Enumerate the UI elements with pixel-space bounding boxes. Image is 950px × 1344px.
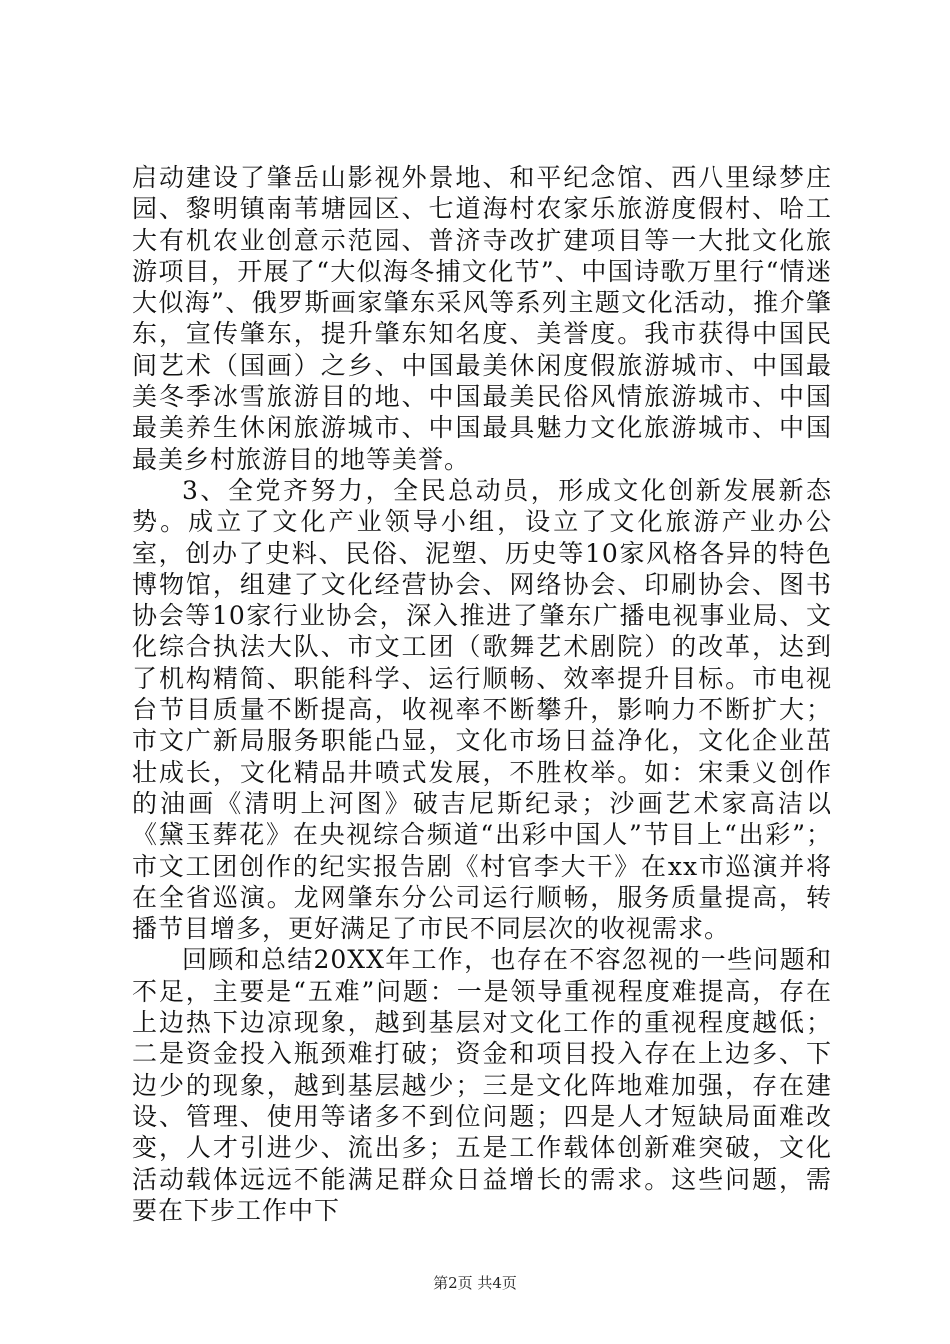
paragraph-cultural-innovation: 3、全党齐努力，全民总动员，形成文化创新发展新态势。成立了文化产业领导小组，设立了文化旅游产业办公室，创办了史料、民俗、泥塑、历史等10家风格各异的特色博物馆，组建了文化经营协会、网络协会、印刷协会、图书协会等10家行业协会，深入推进了肇东广播电视事业局、文化综合执法大队、市文工团（歌舞艺术剧院）的改革，达到了机构精简、职能科学、运行顺畅、效率提升目标。市电视台节目质量不断提高，收视率不断攀升，影响力不断扩大；市文广新局服务职能凸显，文化市场日益净化，文化企业茁壮成长，文化精品井喷式发展，不胜枚举。如：宋秉义创作的油画《清明上河图》破吉尼斯纪录；沙画艺术家高洁以《黛玉葬花》在央视综合频道“出彩中国人”节目上“出彩”；市文工团创作的纪实报告剧《村官李大干》在xx市巡演并将在全省巡演。龙网肇东分公司运行顺畅，服务质量提高，转播节目增多，更好满足了市民不同层次的收视需求。 bbox=[132, 475, 832, 944]
paragraph-problems-review: 回顾和总结20XX年工作，也存在不容忽视的一些问题和不足，主要是“五难”问题：一是领导重视程度难提高，存在上边热下边凉现象，越到基层对文化工作的重视程度越低；二是资金投入瓶颈难打破；资金和项目投入存在上边多、下边少的现象，越到基层越少；三是文化阵地难加强，存在建设、管理、使用等诸多不到位问题；四是人才短缺局面难改变，人才引进少、流出多；五是工作载体创新难突破，文化活动载体远远不能满足群众日益增长的需求。这些问题，需要在下步工作中下 bbox=[132, 945, 832, 1225]
paragraph-tourism-projects: 启动建设了肇岳山影视外景地、和平纪念馆、西八里绿梦庄园、黎明镇南苇塘园区、七道海村农家乐旅游度假村、哈工大有机农业创意示范园、普济寺改扩建项目等一大批文化旅游项目，开展了“大似海冬捕文化节”、中国诗歌万里行“情迷大似海”、俄罗斯画家肇东采风等系列主题文化活动，推介肇东，宣传肇东，提升肇东知名度、美誉度。我市获得中国民间艺术（国画）之乡、中国最美休闲度假旅游城市、中国最美冬季冰雪旅游目的地、中国最美民俗风情旅游城市、中国最美养生休闲旅游城市、中国最具魅力文化旅游城市、中国最美乡村旅游目的地等美誉。 bbox=[132, 163, 832, 474]
document-body bbox=[132, 162, 832, 1226]
page-number-footer: 第2页 共4页 bbox=[433, 1274, 517, 1292]
